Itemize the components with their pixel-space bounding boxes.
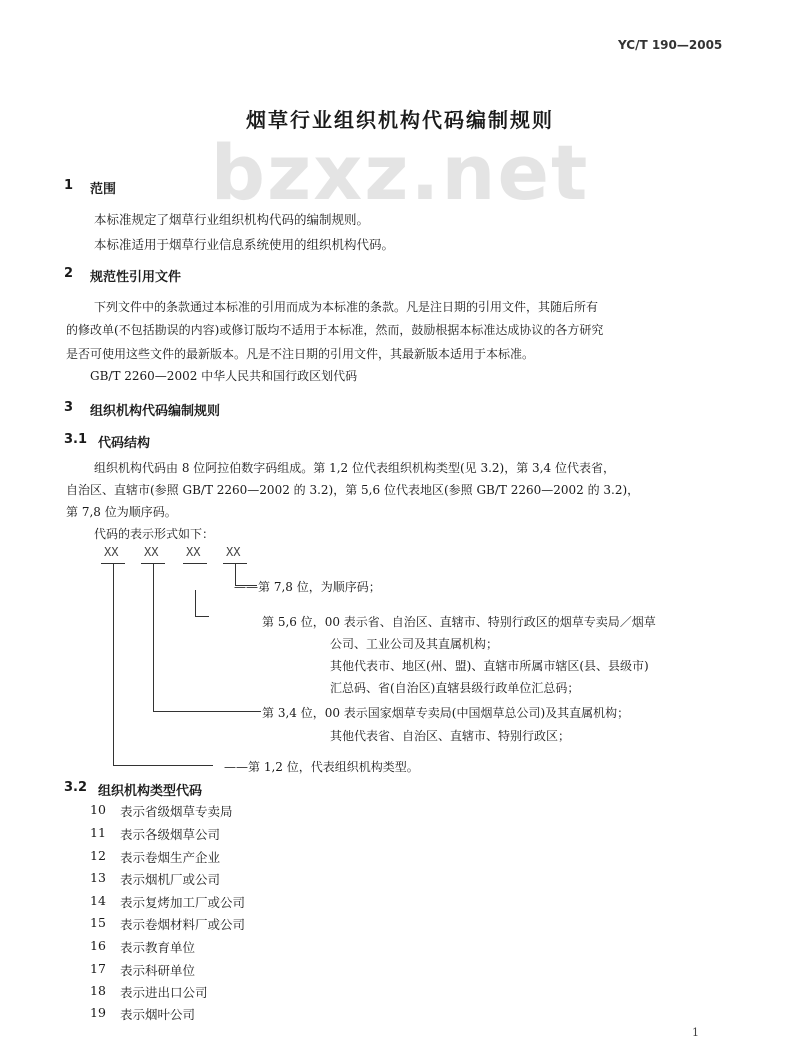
- type-description: 表示教育单位: [120, 940, 196, 955]
- pos34-label-1: 第 3,4 位，00 表示国家烟草专卖局(中国烟草总公司)及其直属机构；: [262, 706, 630, 720]
- section-3-2-heading: 组织机构类型代码: [98, 784, 203, 799]
- type-description: 表示烟叶公司: [120, 1007, 196, 1022]
- standard-code: YC/T 190—2005: [618, 38, 723, 52]
- document-title: 烟草行业组织机构代码编制规则: [246, 108, 554, 132]
- code-segment-4: XX: [226, 545, 241, 559]
- section-1-number: 1: [64, 178, 74, 193]
- section-3-1-number: 3.1: [64, 432, 88, 447]
- pos56-label-4: 汇总码、省(自治区)直辖县级行政单位汇总码；: [330, 681, 580, 695]
- type-description: 表示省级烟草专卖局: [120, 804, 233, 819]
- section-3-1-line-2: 自治区、直辖市(参照 GB/T 2260—2002 的 3.2)，第 5,6 位代表地区(参照 GB/T 2260—2002 的 3.2)，: [66, 483, 640, 497]
- type-description: 表示进出口公司: [120, 985, 208, 1000]
- code-segment-2: XX: [144, 545, 159, 559]
- type-code: 14: [90, 893, 106, 908]
- type-code: 11: [90, 825, 106, 840]
- type-code: 15: [90, 915, 106, 930]
- type-code: 10: [90, 802, 106, 817]
- section-1-heading: 范围: [90, 182, 117, 197]
- type-description: 表示烟机厂或公司: [120, 872, 221, 887]
- section-3-1-line-1: 组织机构代码由 8 位阿拉伯数字码组成。第 1,2 位代表组织机构类型(见 3.2)，第 3,4 位代表省，: [94, 461, 615, 475]
- section-2-line-3: 是否可使用这些文件的最新版本。凡是不注日期的引用文件，其最新版本适用于本标准。: [66, 347, 535, 361]
- pos12-label: ——第 1,2 位，代表组织机构类型。: [224, 760, 419, 774]
- section-3-number: 3: [64, 400, 74, 415]
- connector-pos12-horizontal: [113, 765, 213, 766]
- type-description: 表示卷烟生产企业: [120, 850, 221, 865]
- type-code: 17: [90, 961, 106, 976]
- connector-pos34-horizontal: [153, 711, 261, 712]
- pos78-label: ——第 7,8 位，为顺序码；: [234, 580, 381, 594]
- section-3-1-line-4: 代码的表示形式如下：: [94, 527, 215, 541]
- type-code: 13: [90, 870, 106, 885]
- section-2-heading: 规范性引用文件: [90, 270, 182, 285]
- pos56-label-1: 第 5,6 位，00 表示省、自治区、直辖市、特别行政区的烟草专卖局／烟草: [262, 615, 656, 629]
- section-3-1-heading: 代码结构: [98, 436, 151, 451]
- type-code: 18: [90, 983, 106, 998]
- section-2-reference: GB/T 2260—2002 中华人民共和国行政区划代码: [90, 369, 358, 383]
- section-1-line-2: 本标准适用于烟草行业信息系统使用的组织机构代码。: [94, 237, 395, 252]
- section-3-1-line-3: 第 7,8 位为顺序码。: [66, 505, 177, 519]
- connector-pos56-horizontal: [195, 616, 209, 617]
- section-3-2-number: 3.2: [64, 780, 88, 795]
- section-2-line-2: 的修改单(不包括勘误的内容)或修订版均不适用于本标准，然而，鼓励根据本标准达成协议的各方研究: [66, 323, 604, 337]
- type-code: 16: [90, 938, 106, 953]
- underline-segment-3: [183, 563, 207, 564]
- section-2-line-1: 下列文件中的条款通过本标准的引用而成为本标准的条款。凡是注日期的引用文件，其随后所有: [94, 300, 599, 314]
- type-description: 表示各级烟草公司: [120, 827, 221, 842]
- code-segment-3: XX: [186, 545, 201, 559]
- pos56-label-3: 其他代表市、地区(州、盟)、直辖市所属市辖区(县、县级市): [330, 659, 649, 673]
- pos34-label-2: 其他代表省、自治区、直辖市、特别行政区；: [330, 729, 571, 743]
- connector-pos34-vertical: [153, 563, 154, 711]
- type-code: 19: [90, 1005, 106, 1020]
- section-3-heading: 组织机构代码编制规则: [90, 404, 221, 419]
- pos56-label-2: 公司、工业公司及其直属机构；: [330, 637, 499, 651]
- code-segment-1: XX: [104, 545, 119, 559]
- section-2-number: 2: [64, 266, 74, 281]
- type-description: 表示复烤加工厂或公司: [120, 895, 246, 910]
- section-1-line-1: 本标准规定了烟草行业组织机构代码的编制规则。: [94, 212, 370, 227]
- type-description: 表示科研单位: [120, 963, 196, 978]
- type-description: 表示卷烟材料厂或公司: [120, 917, 246, 932]
- connector-pos56-vertical: [195, 590, 196, 616]
- type-code: 12: [90, 848, 106, 863]
- page-number: 1: [692, 1026, 699, 1039]
- watermark: bzxz.net: [210, 128, 590, 217]
- connector-pos12-vertical: [113, 563, 114, 765]
